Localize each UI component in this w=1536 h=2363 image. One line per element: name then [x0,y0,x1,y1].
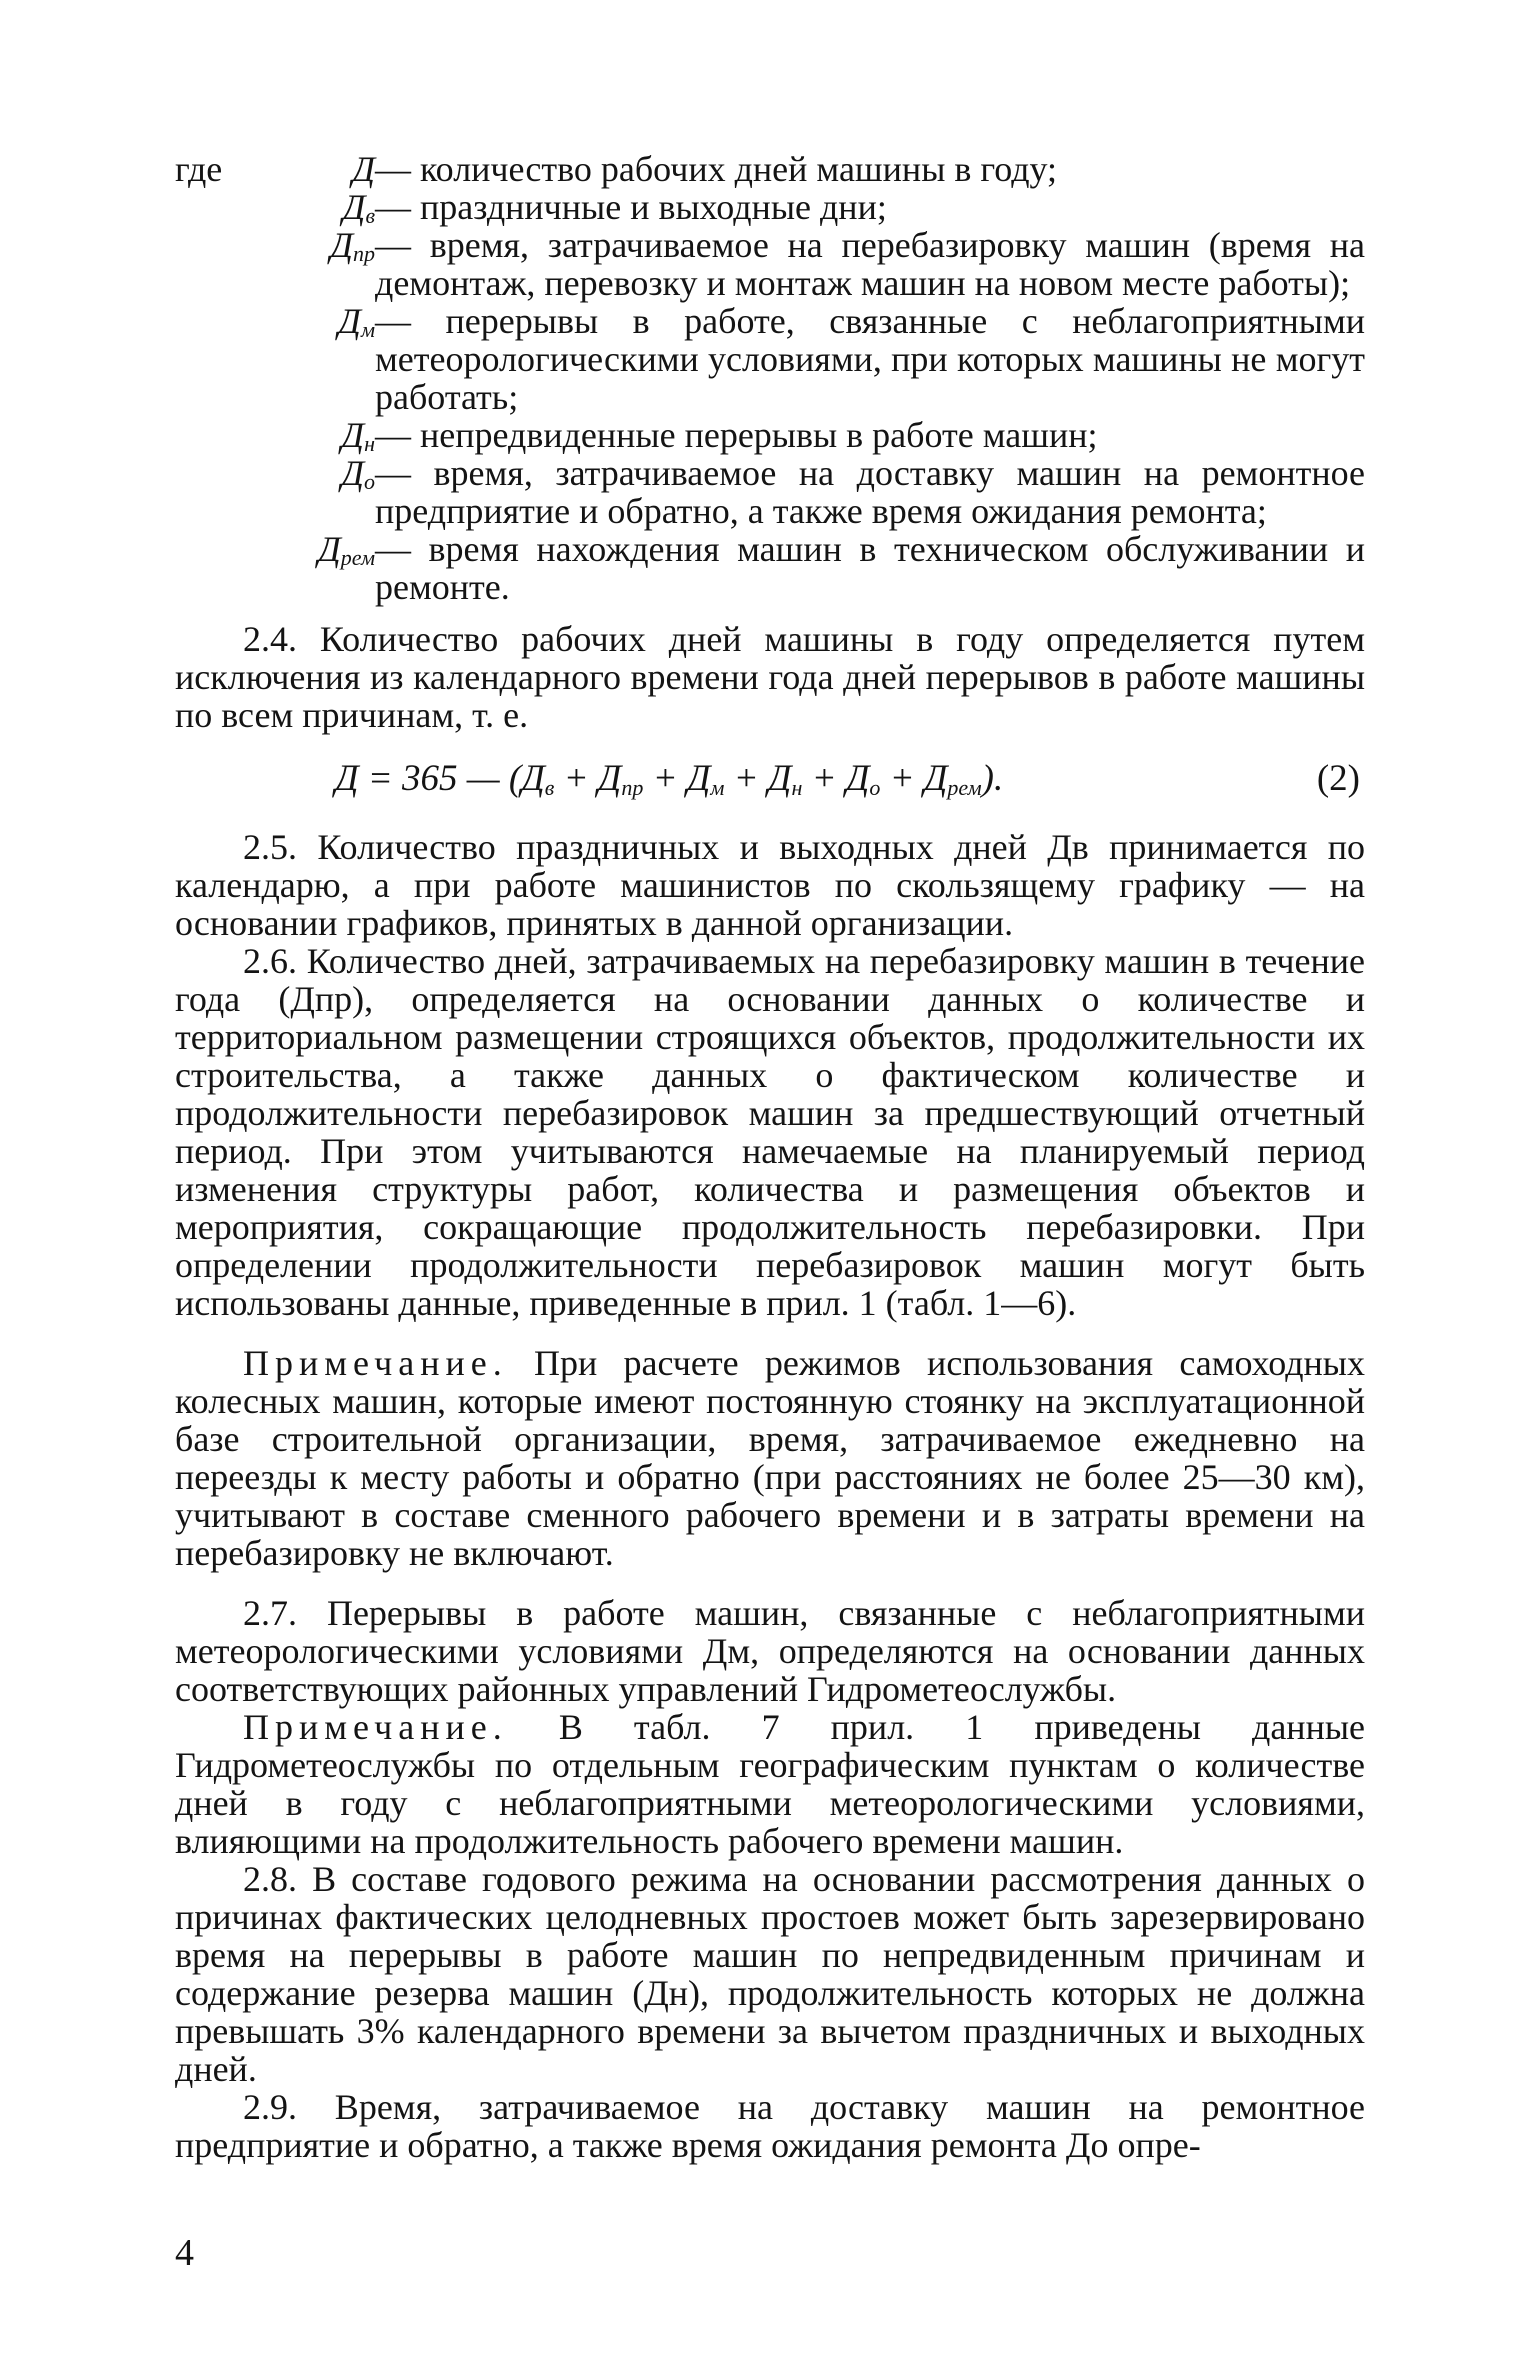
definition-item [175,530,1365,606]
definition-text: — время нахождения машин в техническом обслуживании и ремонте. [375,530,1365,606]
definitions-intro: где [175,149,223,189]
definition-symbol: $Д_{пр}$ [330,225,375,266]
paragraph-2-9: 2.9. Время, затрачиваемое на доставку машин на ремонтное предприятие и обратно, а также время ожидания ремонта До опре- [175,2087,1365,2165]
definition-symbol: $Д_н$ [341,415,375,456]
formula-number: (2) [1316,758,1360,799]
note-1 [175,1344,1365,1572]
paragraph-2-8: 2.8. В составе годового режима на основании рассмотрения данных о причинах фактических целодневных простоев может быть зарезервировано время на перерывы в работе машин по непредвиденным причинам и содержание резерва машин (Дн), продолжительность которых не должна превышать 3% календарного времени за вычетом праздничных и выходных дней. [175,1859,1365,2089]
note-2 [175,1708,1365,1860]
definition-item [175,302,1365,416]
paragraph-2-4: 2.4. Количество рабочих дней машины в году определяется путем исключения из календарного времени года дней перерывов в работе машины по всем причинам, т. е. [175,619,1365,735]
definition-text: — перерывы в работе, связанные с неблагоприятными метеорологическими условиями, при которых машины не могут работать; [375,302,1365,416]
definition-text: — время, затрачиваемое на перебазировку машин (время на демонтаж, перевозку и монтаж машин на новом месте работы); [375,226,1365,302]
page-number: 4 [175,2232,194,2274]
formula-2 [175,756,1365,804]
paragraph-2-7: 2.7. Перерывы в работе машин, связанные с неблагоприятными метеорологическими условиями Дм, определяются на основании данных соответствующих районных управлений Гидрометеослужбы. [175,1593,1365,1709]
definition-item [175,416,1365,454]
definition-symbol: $Д_{рем}$ [317,529,375,570]
paragraph-2-5: 2.5. Количество праздничных и выходных дней Дв принимается по календарю, а при работе машинистов по скользящему графику — на основании графиков, принятых в данной организации. [175,827,1365,943]
definitions-list [175,150,1365,2164]
definition-text: — непредвиденные перерывы в работе машин; [375,416,1365,454]
definition-text: — праздничные и выходные дни; [375,188,1365,226]
note-text: При расчете режимов использования самоходных колесных машин, которые имеют постоянную стоянку на эксплуатационной базе строительной организации, время, затрачиваемое ежедневно на переезды к месту работы и обратно (при расстояниях не более 25—30 км), учитывают в составе сменного рабочего времени и в затраты времени на перебазировку не включают. [175,1343,1365,1573]
note-label: Примечание. [243,1707,508,1747]
definition-text: — время, затрачиваемое на доставку машин на ремонтное предприятие и обратно, а также время ожидания ремонта; [375,454,1365,530]
definition-item [175,188,1365,226]
paragraph-2-6: 2.6. Количество дней, затрачиваемых на перебазировку машин в течение года (Дпр), определяется на основании данных о количестве и территориальном размещении строящихся объектов, продолжительности их строительства, а также данных о фактическом количестве и продолжительности перебазировок машин за предшествующий отчетный период. При этом учитываются намечаемые на планируемый период изменения структуры работ, количества и размещения объектов и мероприятия, сокращающие продолжительность перебазировки. При определении продолжительности перебазировок машин могут быть использованы данные, приведенные в прил. 1 (табл. 1—6). [175,941,1365,1323]
definition-symbol: $Д_м$ [338,301,375,342]
definition-text: — количество рабочих дней машины в году; [375,150,1365,188]
formula-expression: Д = 365 — $(Д_в + Д_{пр} + Д_м + Д_н + Д_о + Д_{рем})$. [335,758,1004,800]
definition-symbol: $Д_в$ [342,187,375,228]
definition-item [175,150,1365,188]
note-label: Примечание. [243,1343,508,1383]
definition-symbol: Д [352,149,375,189]
definition-symbol: $Д_о$ [341,453,375,494]
note-text: В табл. 7 прил. 1 приведены данные Гидрометеослужбы по отдельным географическим пунктам о количестве дней в году с неблагоприятными метеорологическими условиями, влияющими на продолжительность рабочего времени машин. [175,1707,1365,1861]
definition-item [175,454,1365,530]
definition-item [175,226,1365,302]
